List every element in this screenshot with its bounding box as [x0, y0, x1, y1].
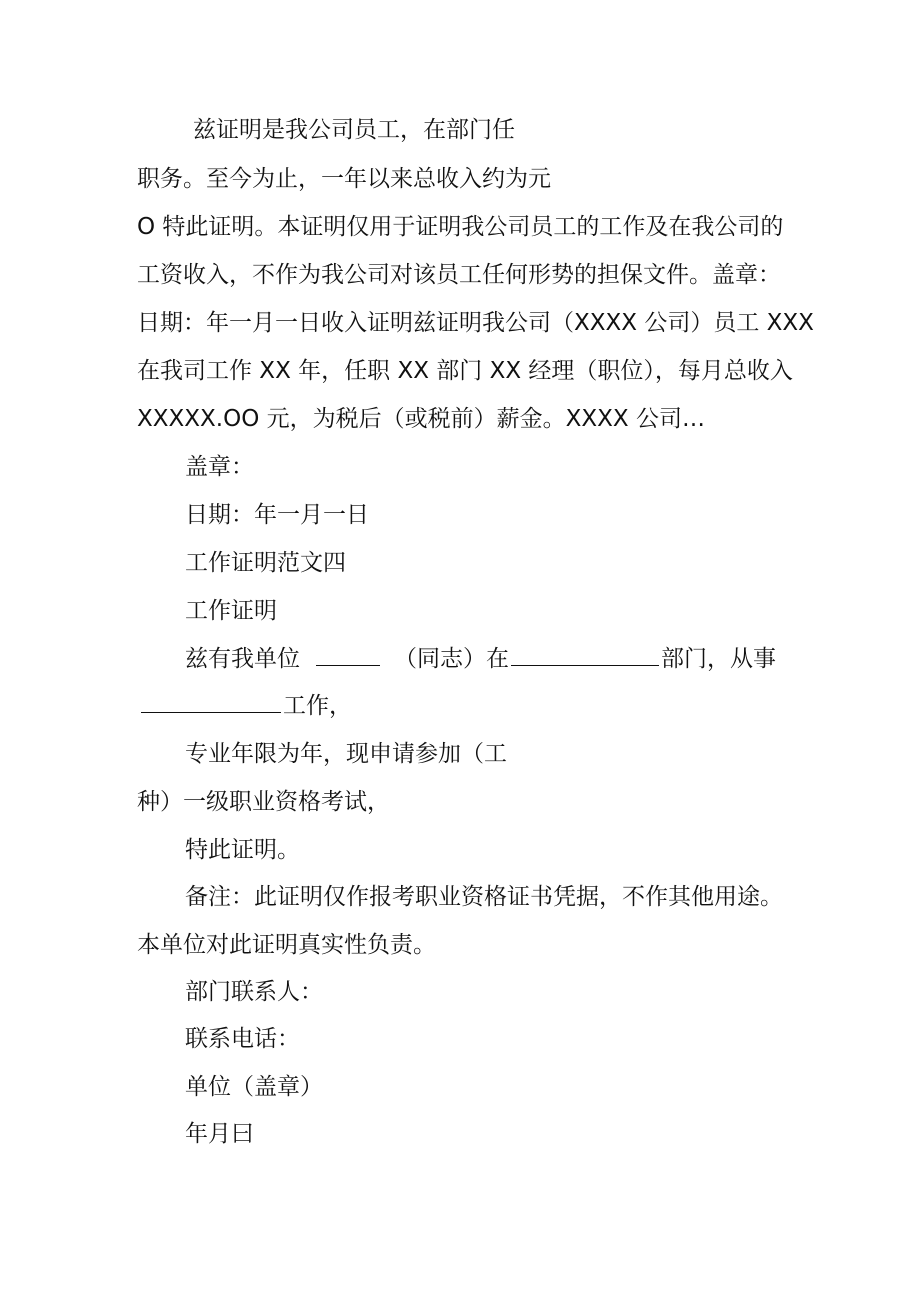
- text-line: 本单位对此证明真实性负责。: [137, 932, 436, 958]
- text-line: 专业年限为年，现申请参加（工: [185, 741, 507, 767]
- text-fragment: 部门，从事: [661, 646, 776, 672]
- text-line: 工资收入，不作为我公司对该员工任何形势的担保文件。盖章：: [137, 262, 781, 288]
- text-line: O 特此证明。本证明仅用于证明我公司员工的工作及在我公司的: [137, 214, 784, 240]
- text-line: 职务。至今为止，一年以来总收入约为元: [137, 166, 551, 192]
- text-line: 种）一级职业资格考试，: [137, 789, 390, 815]
- text-line: 在我司工作 XX 年，任职 XX 部门 XX 经理（职位），每月总收入: [137, 358, 793, 384]
- text-line: 备注：此证明仅作报考职业资格证书凭据，不作其他用途。: [185, 884, 783, 910]
- text-line-with-blanks: [137, 690, 352, 722]
- text-line: 日期：年一月一日收入证明兹证明我公司（XXXX 公司）员工 XXX: [137, 310, 814, 336]
- text-line: 部门联系人：: [185, 979, 323, 1005]
- text-line: 单位（盖章）: [185, 1074, 323, 1100]
- text-line: 日期：年一月一日: [185, 502, 369, 528]
- text-fragment: 工作，: [283, 693, 352, 719]
- text-line: 盖章：: [185, 454, 254, 480]
- name-blank[interactable]: [316, 643, 380, 666]
- text-line: XXXXX.OO 元，为税后（或税前）薪金。XXXX 公司…: [137, 406, 705, 432]
- text-fragment: （同志）在: [394, 646, 509, 672]
- section-title: 工作证明范文四: [185, 550, 346, 576]
- text-line: 年月曰: [185, 1121, 254, 1147]
- text-line: 特此证明。: [185, 837, 300, 863]
- text-line: 兹证明是我公司员工，在部门任: [193, 117, 515, 143]
- work-blank[interactable]: [141, 690, 281, 713]
- document-title: 工作证明: [185, 598, 277, 624]
- text-fragment: 兹有我单位: [185, 646, 300, 672]
- department-blank[interactable]: [511, 643, 659, 666]
- text-line-with-blanks: [185, 643, 776, 675]
- text-line: 联系电话：: [185, 1026, 300, 1052]
